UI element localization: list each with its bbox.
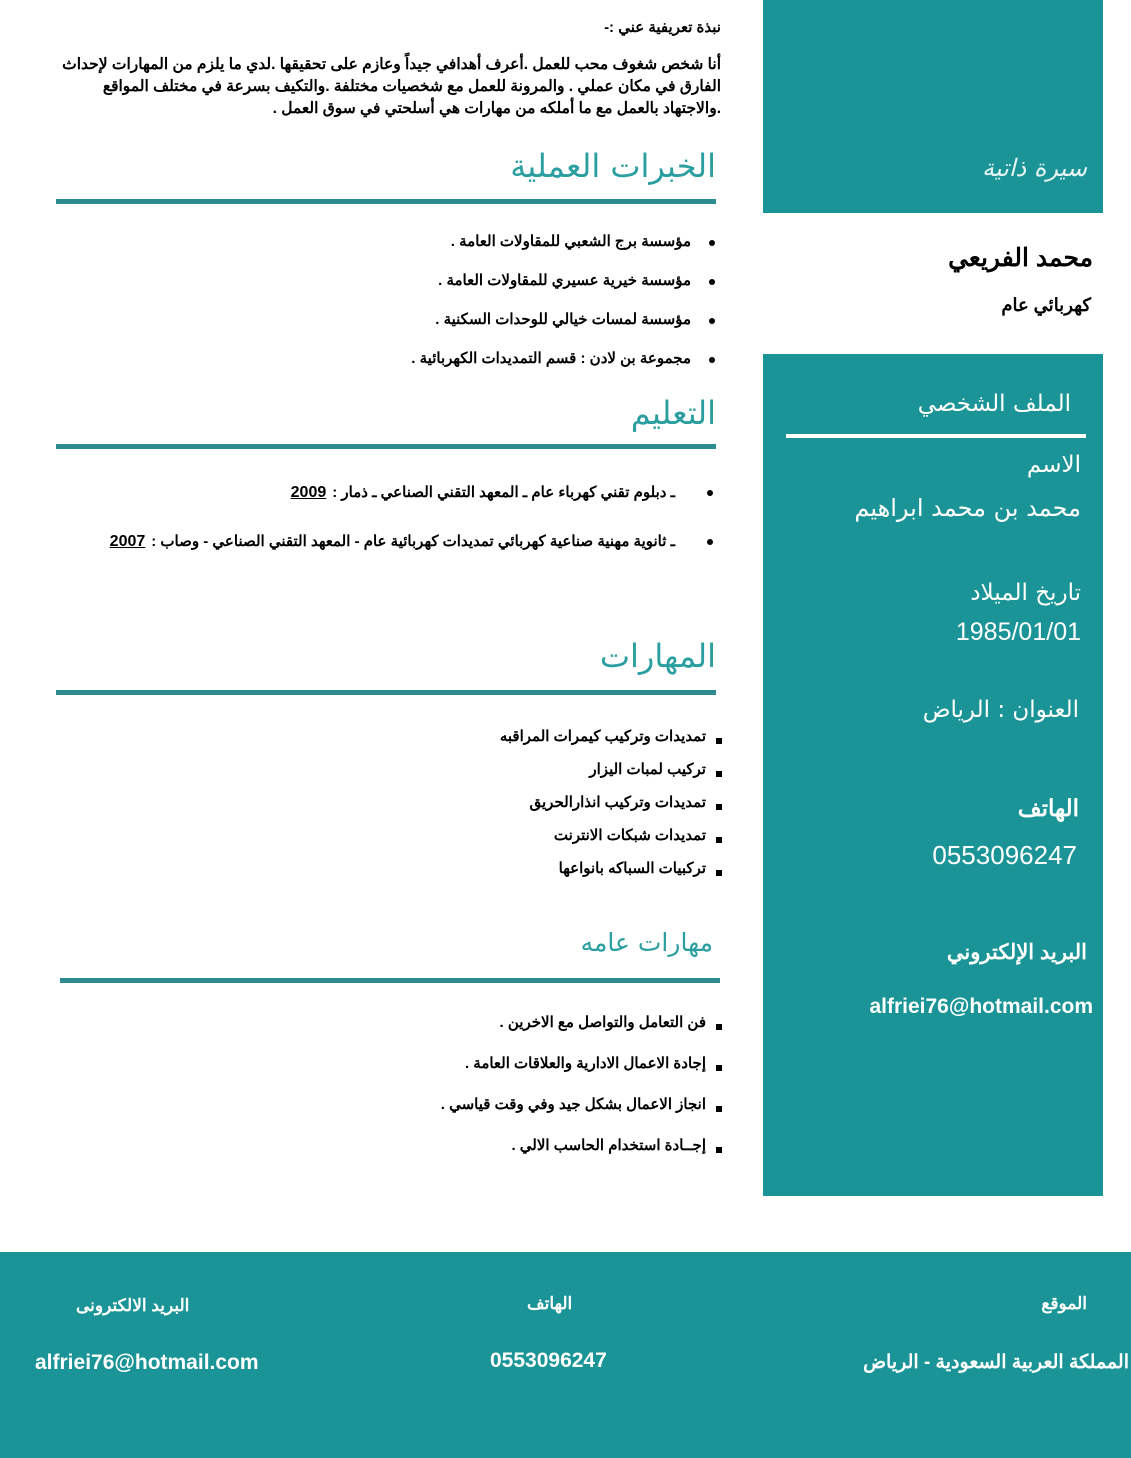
- general-skills-list: [441, 1010, 726, 1174]
- experience-title: الخبرات العملية: [510, 147, 716, 185]
- bullet-dot-icon: [707, 490, 713, 496]
- education-divider: [56, 444, 716, 449]
- experience-item-text: مؤسسة برج الشعبي للمقاولات العامة .: [450, 233, 691, 250]
- bullet-square-icon: [716, 738, 722, 744]
- experience-item: [411, 269, 721, 308]
- skills-list: [500, 724, 726, 889]
- experience-item: [411, 230, 721, 269]
- education-list: [110, 480, 721, 578]
- general-skill-item-text: فن التعامل والتواصل مع الاخرين .: [499, 1014, 706, 1031]
- footer-location-label: الموقع: [1041, 1294, 1087, 1313]
- experience-item-text: مجموعة بن لادن : قسم التمديدات الكهربائية .: [411, 350, 691, 367]
- bullet-square-icon: [716, 1147, 722, 1153]
- profile-email-value[interactable]: alfriei76@hotmail.com: [869, 995, 1093, 1018]
- experience-item-text: مؤسسة لمسات خيالي للوحدات السكنية .: [435, 311, 691, 328]
- footer-email-label: البريد الالكترونى: [76, 1296, 190, 1315]
- bullet-square-icon: [716, 837, 722, 843]
- skills-title: المهارات: [599, 637, 716, 675]
- general-skill-item-text: انجاز الاعمال بشكل جيد وفي وقت قياسي .: [440, 1096, 706, 1113]
- bullet-dot-icon: [709, 357, 715, 363]
- footer-location-value: المملكة العربية السعودية - الرياض: [863, 1352, 1129, 1373]
- bullet-dot-icon: [709, 279, 715, 285]
- bullet-dot-icon: [707, 539, 713, 545]
- profile-dob-label: تاريخ الميلاد: [970, 580, 1081, 606]
- skill-item: [500, 856, 726, 889]
- skill-item-text: تمديدات وتركيب كيمرات المراقبه: [499, 728, 706, 745]
- profile-name-label: الاسم: [1026, 452, 1081, 478]
- bullet-square-icon: [716, 804, 722, 810]
- profile-heading: الملف الشخصي: [917, 391, 1071, 417]
- skill-item: [500, 757, 726, 790]
- skills-divider: [56, 690, 716, 695]
- footer-email-value[interactable]: alfriei76@hotmail.com: [35, 1351, 259, 1374]
- profile-address: العنوان : الرياض: [922, 697, 1079, 723]
- general-skill-item-text: إجــادة استخدام الحاسب الالي .: [511, 1137, 706, 1154]
- bullet-square-icon: [716, 1024, 722, 1030]
- bullet-square-icon: [716, 870, 722, 876]
- general-skill-item: [441, 1092, 726, 1133]
- bullet-square-icon: [716, 771, 722, 777]
- skill-item-text: تمديدات شبكات الانترنت: [553, 827, 706, 844]
- education-item-text: ـ دبلوم تقني كهرباء عام ـ المعهد التقني الصناعي ـ ذمار :: [332, 484, 675, 501]
- general-skill-item: [441, 1133, 726, 1174]
- footer-phone-value: 0553096247: [490, 1349, 607, 1372]
- profile-email-label: البريد الإلكتروني: [946, 941, 1087, 964]
- education-item: [110, 529, 721, 578]
- education-item: [110, 480, 721, 529]
- person-name: محمد الفريعي: [948, 244, 1093, 272]
- job-title: كهربائي عام: [1001, 295, 1091, 315]
- profile-phone-label: الهاتف: [1017, 795, 1079, 821]
- experience-item: [411, 308, 721, 347]
- skill-item-text: تركبيات السباكه بانواعها: [558, 860, 706, 877]
- footer-phone-label: الهاتف: [527, 1294, 573, 1313]
- skill-item: [500, 724, 726, 757]
- about-body: أنا شخص شغوف محب للعمل .أعرف أهدافي جيداً وعازم على تحقيقها .لدي ما يلزم من المهارات لإحداث الفارق في مكان عملي . والمرونة للعمل مع شخصيات مختلفة .والتكيف بسرعة في مختلف المواقع .والاجتهاد بالعمل مع ما أملكه من مهارات هي أسلحتي في سوق العمل .: [62, 56, 721, 117]
- profile-panel: [763, 354, 1103, 1196]
- experience-item: [411, 347, 721, 386]
- experience-divider: [56, 199, 716, 204]
- bullet-square-icon: [716, 1065, 722, 1071]
- profile-phone-value: 0553096247: [932, 840, 1077, 870]
- general-skills-title: مهارات عامه: [580, 928, 713, 957]
- general-skill-item: [441, 1010, 726, 1051]
- skill-item: [500, 790, 726, 823]
- experience-list: [411, 230, 721, 386]
- about-title: نبذة تعريفية عني :-: [604, 19, 721, 36]
- profile-divider: [786, 434, 1086, 438]
- profile-name-value: محمد بن محمد ابراهيم: [854, 494, 1081, 522]
- skill-item-text: تركيب لمبات اليزار: [589, 761, 706, 778]
- education-item-text: ـ ثانوية مهنية صناعية كهربائي تمديدات كهربائية عام - المعهد التقني الصناعي - وصاب :: [151, 533, 675, 550]
- profile-dob-value: 1985/01/01: [955, 618, 1081, 646]
- skill-item-text: تمديدات وتركيب انذارالحريق: [529, 794, 706, 811]
- education-title: التعليم: [630, 394, 716, 432]
- bullet-dot-icon: [709, 240, 715, 246]
- general-skills-divider: [60, 978, 720, 983]
- bullet-square-icon: [716, 1106, 722, 1112]
- general-skill-item: [441, 1051, 726, 1092]
- general-skill-item-text: إجادة الاعمال الادارية والعلاقات العامة .: [464, 1055, 706, 1072]
- education-year: 2009: [290, 484, 327, 501]
- education-year: 2007: [109, 533, 146, 550]
- experience-item-text: مؤسسة خيرية عسيري للمقاولات العامة .: [438, 272, 691, 289]
- skill-item: [500, 823, 726, 856]
- cv-label: سيرة ذاتية: [982, 154, 1087, 182]
- bullet-dot-icon: [709, 318, 715, 324]
